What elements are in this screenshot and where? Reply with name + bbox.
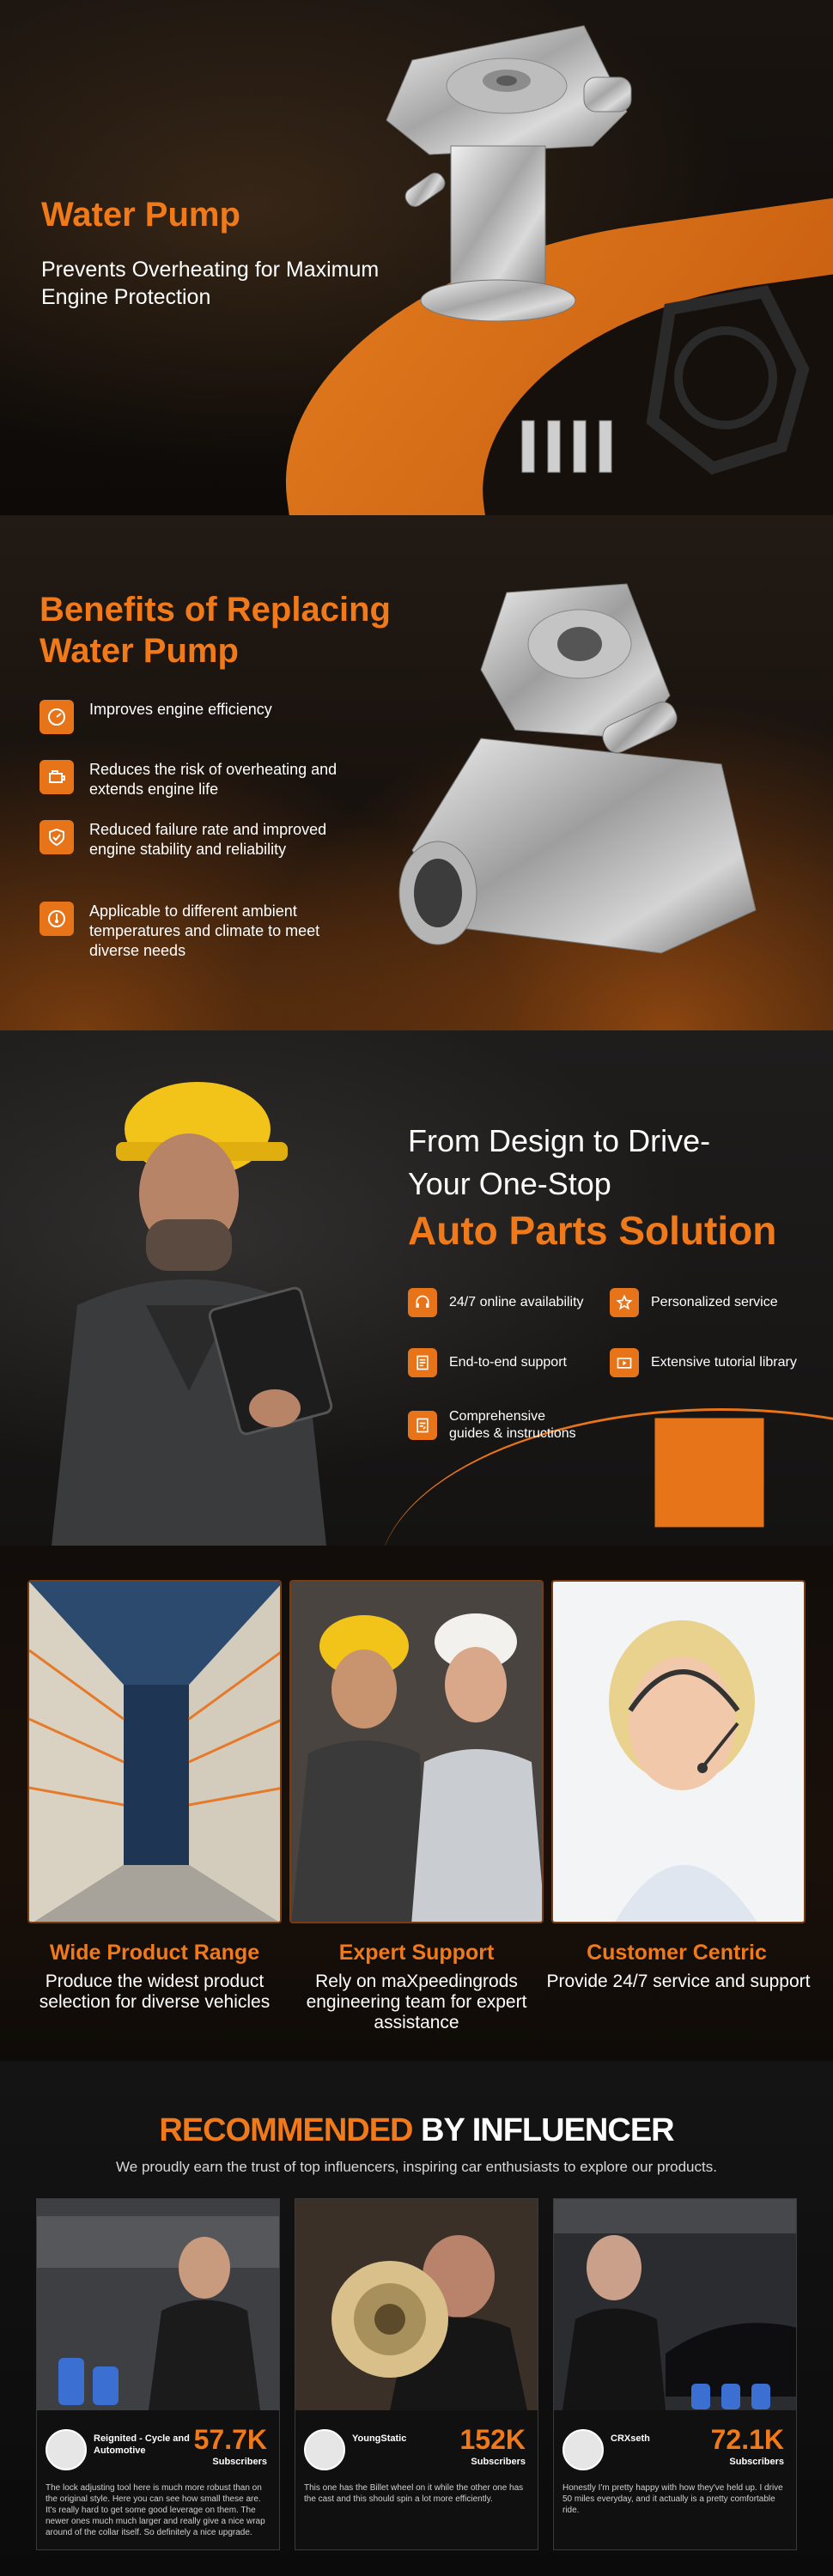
water-pump-angled-image [378,567,807,1013]
worker-with-tablet-image [17,1048,361,1546]
feature-item [610,1288,778,1317]
influencer-heading [0,2112,833,2149]
subscriber-label: Subscribers [212,2457,267,2467]
feature-item [610,1348,797,1377]
influencer-quote: This one has the Billet wheel on it while the other one has the cast and this should spin a lot more efficiently. [304,2483,524,2504]
feature-item [408,1408,580,1443]
influencer-name: CRXseth [611,2433,650,2444]
card-description: Provide 24/7 service and support [546,1971,811,1991]
card-description: Produce the widest product selection for diverse vehicles [39,1971,271,2012]
shield-check-icon [40,820,74,854]
hero-section [0,0,833,515]
card-title: Wide Product Range [49,1941,260,1965]
headset-icon [408,1288,437,1317]
card-title: Customer Centric [587,1941,767,1965]
card-description: Rely on maXpeedingrods engineering team for expert assistance [306,1971,527,2032]
influencer-video-thumbnail [295,2199,538,2410]
influencer-card [295,2198,538,2550]
subscriber-count: 152K [459,2424,526,2455]
thermometer-icon [40,902,74,936]
water-pump-image [378,9,635,369]
solution-section [0,1030,833,1546]
bolts-image [515,416,618,477]
hero-title: Water Pump [41,196,240,234]
solution-heading-line1: From Design to Drive- [408,1123,711,1158]
benefit-text: Reduces the risk of overheating and extends engine life [89,761,337,798]
feature-item [408,1288,584,1317]
influencer-name: YoungStatic [352,2433,407,2444]
influencer-avatar [304,2429,345,2470]
benefit-text: Applicable to different ambient temperatures and climate to meet diverse needs [89,902,320,959]
benefit-item [40,902,366,961]
hero-subtitle: Prevents Overheating for Maximum Engine Protection [41,258,380,309]
influencer-card [36,2198,280,2550]
influencer-section [0,2061,833,2576]
customer-service-card-image [551,1580,806,1923]
benefit-text: Reduced failure rate and improved engine stability and reliability [89,821,327,858]
feature-text: End-to-end support [449,1355,567,1370]
subscriber-count: 57.7K [193,2424,267,2455]
influencer-card [553,2198,797,2550]
feature-item [408,1348,567,1377]
benefit-item [40,760,366,799]
influencer-name: Reignited - Cycle and Automotive [94,2433,190,2456]
benefits-section [0,515,833,1030]
subscriber-label: Subscribers [471,2457,526,2467]
heading-rest: BY INFLUENCER [412,2112,674,2148]
subscriber-label: Subscribers [729,2457,784,2467]
influencer-quote: The lock adjusting tool here is much more robust than on the original style. Here you can see how small these are. It's really hard to get some good leverage on them. The newer ones much much larger and really give a nice wrap around of the collar itself. So definitely a nice upgrade. [46,2483,265,2537]
benefit-item [40,700,366,734]
video-icon [610,1348,639,1377]
influencer-avatar [46,2429,87,2470]
solution-heading-line2: Your One-Stop [408,1166,611,1201]
gasket-image [635,275,816,481]
influencer-intro: We proudly earn the trust of top influencers, inspiring car enthusiasts to explore our products. [116,2159,717,2175]
influencer-avatar [562,2429,604,2470]
star-icon [610,1288,639,1317]
influencer-video-thumbnail [37,2199,280,2410]
subscriber-count: 72.1K [710,2424,784,2455]
gauge-icon [40,700,74,734]
feature-text: Comprehensive guides & instructions [449,1409,576,1441]
benefit-item [40,820,366,860]
benefit-text: Improves engine efficiency [89,701,272,718]
warehouse-card-image [27,1580,282,1923]
benefits-title: Benefits of Replacing Water Pump [40,591,391,670]
heading-highlight: RECOMMENDED [159,2112,413,2148]
influencer-quote: Honestly I'm pretty happy with how they've held up. I drive 50 miles everyday, and it actually is a pretty comfortable ride. [562,2483,783,2515]
engine-icon [40,760,74,794]
influencer-video-thumbnail [554,2199,797,2410]
feature-text: 24/7 online availability [449,1295,584,1309]
value-cards-section [0,1546,833,2061]
document-icon [408,1348,437,1377]
solution-heading-line3: Auto Parts Solution [408,1208,777,1253]
experts-card-image [289,1580,544,1923]
card-title: Expert Support [338,1941,495,1965]
guide-icon [408,1411,437,1440]
feature-text: Extensive tutorial library [651,1355,797,1370]
feature-text: Personalized service [651,1295,778,1309]
